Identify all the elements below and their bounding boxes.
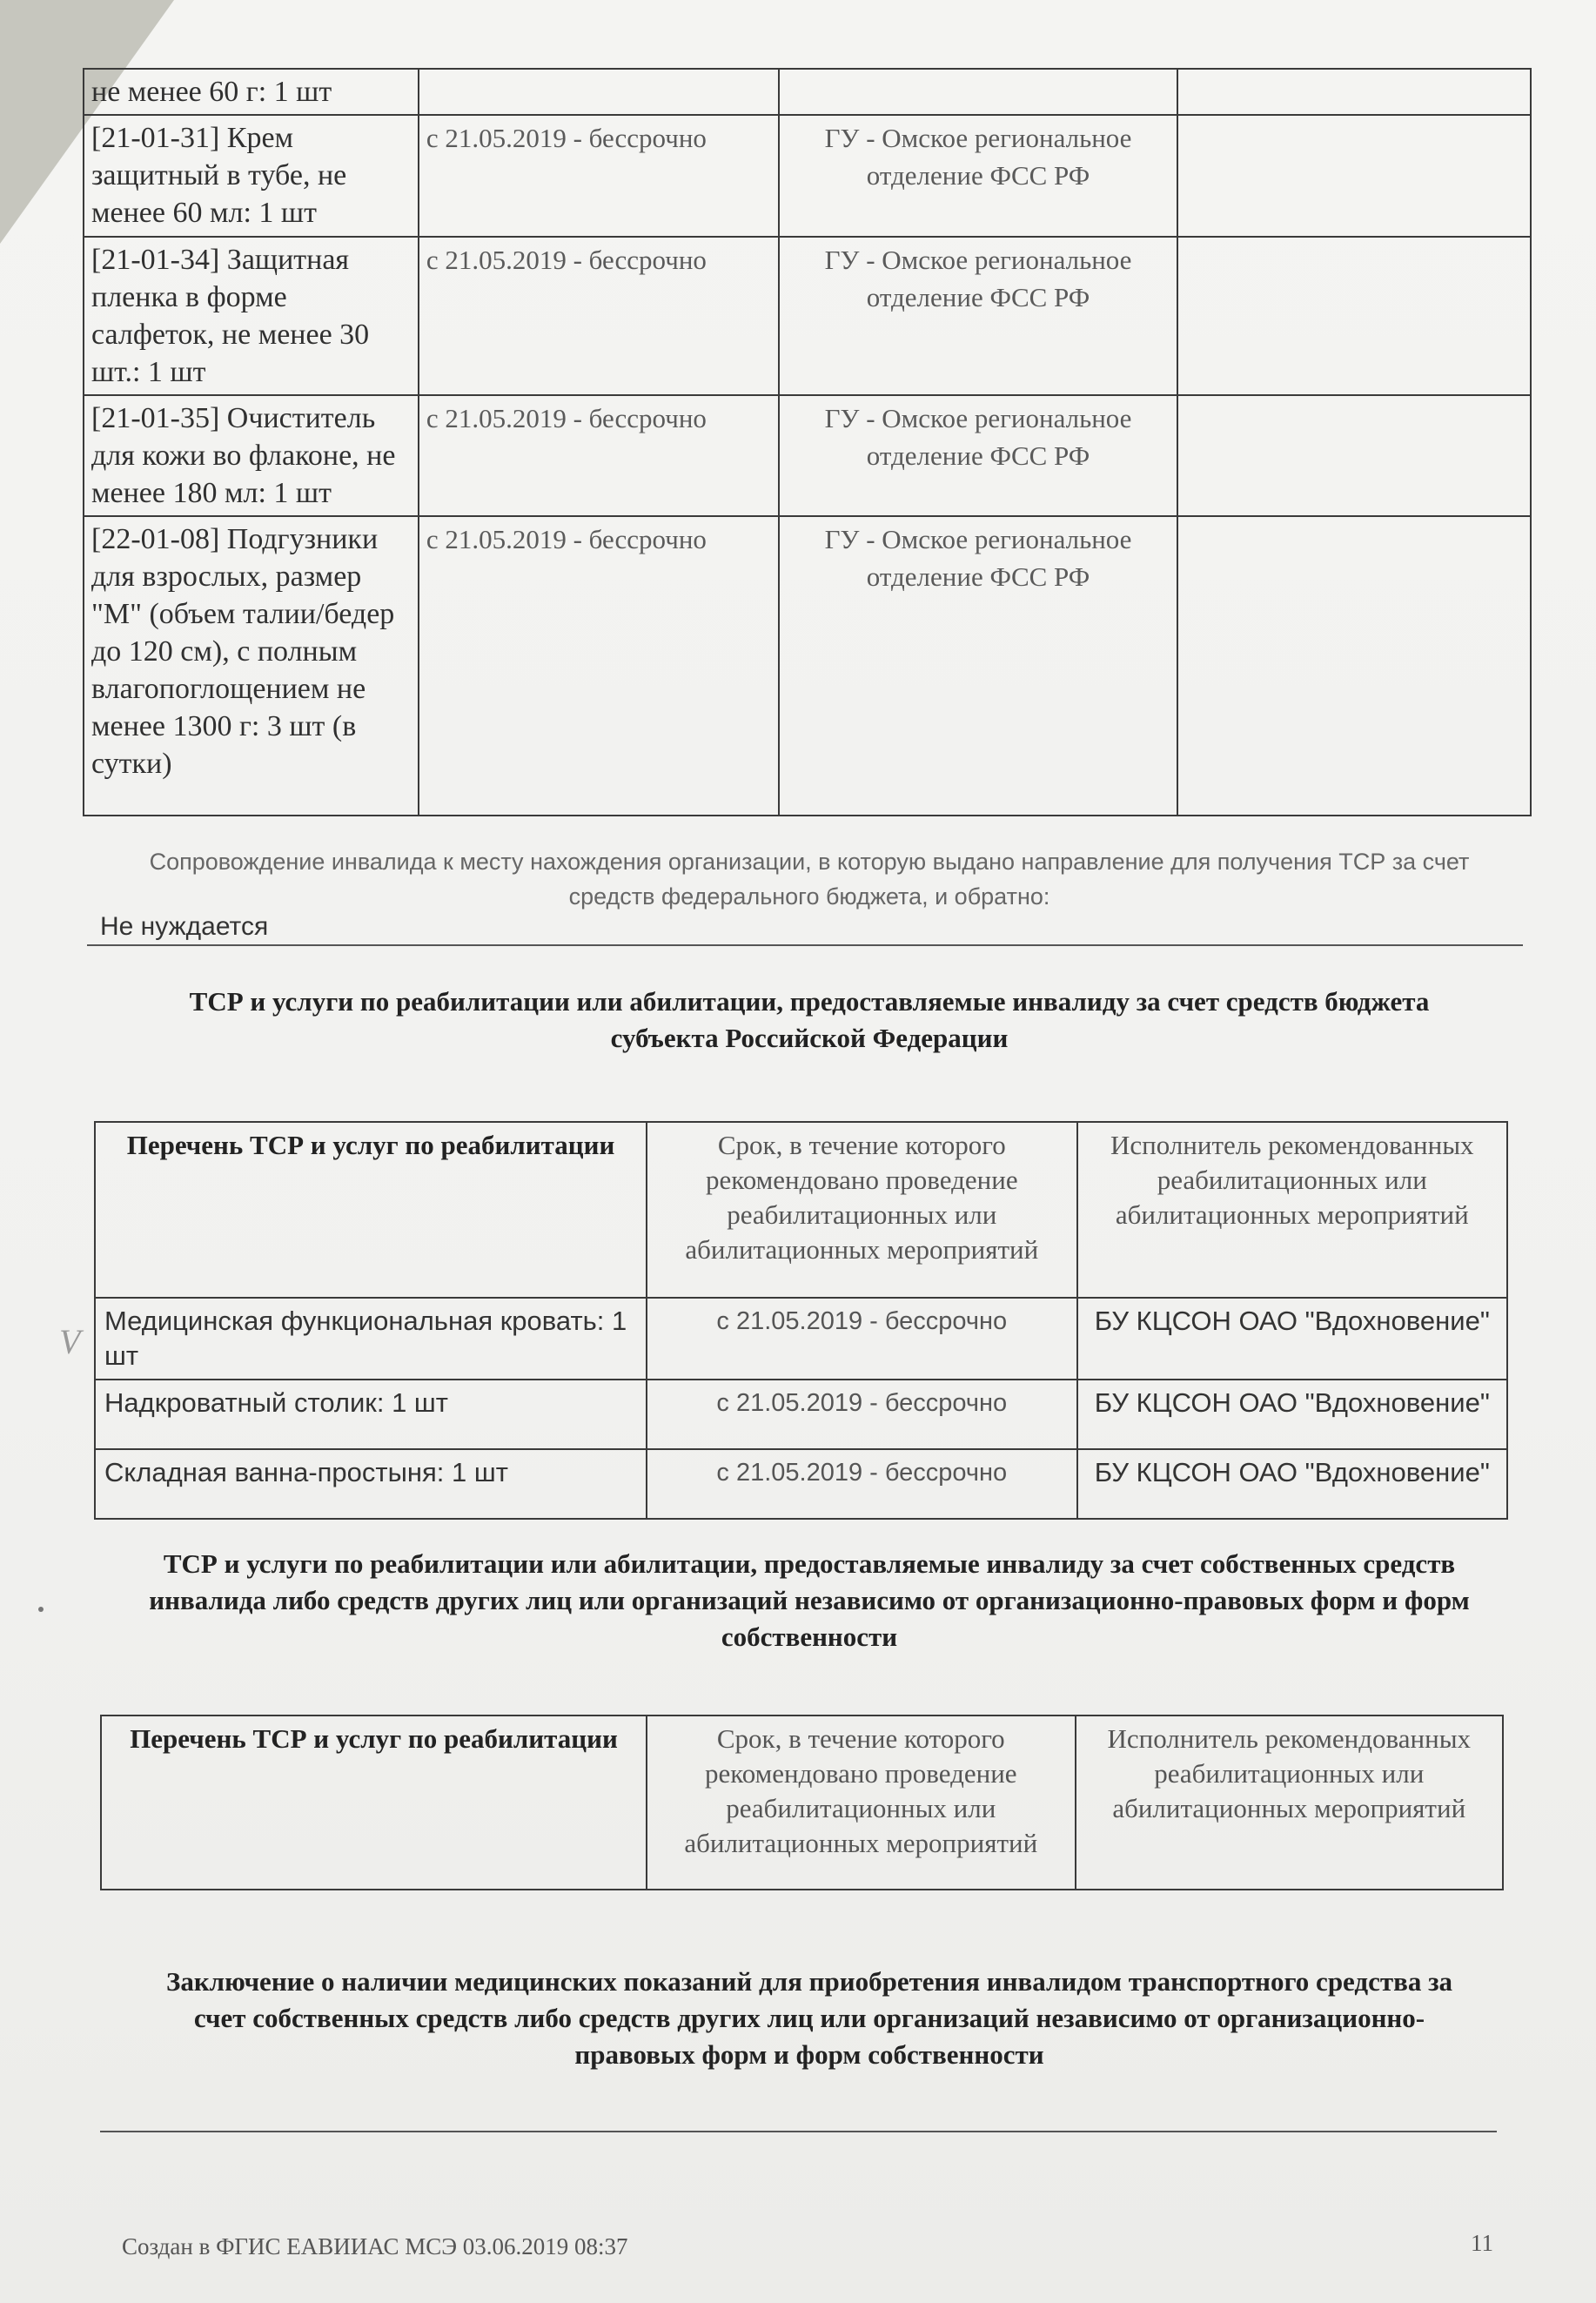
period-cell: с 21.05.2019 - бессрочно: [419, 237, 779, 395]
extra-cell: [1177, 69, 1531, 115]
own-funds-tsr-table: [100, 1715, 1504, 1890]
period-cell: с 21.05.2019 - бессрочно: [647, 1380, 1076, 1449]
period-cell: с 21.05.2019 - бессрочно: [419, 115, 779, 237]
table-row: [95, 1449, 1507, 1519]
executor-cell: ГУ - Омское региональное отделение ФСС РФ: [779, 516, 1177, 816]
executor-cell: БУ КЦСОН ОАО "Вдохновение": [1077, 1298, 1507, 1380]
item-cell: Надкроватный столик: 1 шт: [95, 1380, 647, 1449]
extra-cell: [1177, 395, 1531, 516]
escort-note: Сопровождение инвалида к месту нахождения организации, в которую выдано направление для получения ТСР за счет средств федерального бюджета, и обратно:: [149, 849, 1470, 910]
regional-tsr-table: [94, 1121, 1508, 1520]
period-cell: с 21.05.2019 - бессрочно: [419, 395, 779, 516]
item-cell: [21-01-35] Очиститель для кожи во флаконе, не менее 180 мл: 1 шт: [84, 395, 419, 516]
period-cell: с 21.05.2019 - бессрочно: [419, 516, 779, 816]
page-number: 11: [1471, 2230, 1493, 2256]
period-cell: с 21.05.2019 - бессрочно: [647, 1449, 1076, 1519]
executor-cell: [779, 69, 1177, 115]
item-cell: Складная ванна-простыня: 1 шт: [95, 1449, 647, 1519]
extra-cell: [1177, 516, 1531, 816]
item-cell: [21-01-34] Защитная пленка в форме салфеток, не менее 30 шт.: 1 шт: [84, 237, 419, 395]
header-executor: Исполнитель рекомендованных реабилитационных или абилитационных мероприятий: [1077, 1122, 1507, 1298]
table-row: [95, 1380, 1507, 1449]
executor-cell: БУ КЦСОН ОАО "Вдохновение": [1077, 1449, 1507, 1519]
item-cell: [22-01-08] Подгузники для взрослых, размер "М" (объем талии/бедер до 120 см), с полным влагопоглощением не менее 1300 г: 3 шт (в сутки): [84, 516, 419, 816]
table-header-row: [101, 1716, 1503, 1890]
header-period: Срок, в течение которого рекомендовано проведение реабилитационных или абилитационных мероприятий: [647, 1122, 1076, 1298]
extra-cell: [1177, 115, 1531, 237]
section3-heading: ТСР и услуги по реабилитации или абилитации, предоставляемые инвалиду за счет собственных средств инвалида либо средств других лиц или организаций независимо от организационно-правовых форм и форм собственности: [149, 1548, 1470, 1652]
table-header-row: [95, 1122, 1507, 1298]
header-list: Перечень ТСР и услуг по реабилитации: [95, 1122, 647, 1298]
table-row: [84, 516, 1531, 816]
margin-dot: [38, 1607, 44, 1612]
table-row: [84, 69, 1531, 115]
item-cell: [21-01-31] Крем защитный в тубе, не менее 60 мл: 1 шт: [84, 115, 419, 237]
federal-tsr-table: [83, 68, 1532, 816]
period-cell: с 21.05.2019 - бессрочно: [647, 1298, 1076, 1380]
executor-cell: ГУ - Омское региональное отделение ФСС РФ: [779, 237, 1177, 395]
table-row: [95, 1298, 1507, 1380]
table-row: [84, 395, 1531, 516]
item-cell: не менее 60 г: 1 шт: [84, 69, 419, 115]
extra-cell: [1177, 237, 1531, 395]
conclusion-underline: [100, 2131, 1497, 2132]
table-row: [84, 237, 1531, 395]
executor-cell: БУ КЦСОН ОАО "Вдохновение": [1077, 1380, 1507, 1449]
executor-cell: ГУ - Омское региональное отделение ФСС РФ: [779, 395, 1177, 516]
header-list: Перечень ТСР и услуг по реабилитации: [101, 1716, 647, 1890]
header-executor: Исполнитель рекомендованных реабилитационных или абилитационных мероприятий: [1076, 1716, 1504, 1890]
period-cell: [419, 69, 779, 115]
section2-heading: ТСР и услуги по реабилитации или абилитации, предоставляемые инвалиду за счет средств бюджета субъекта Российской Федерации: [189, 986, 1430, 1053]
footer-created: Создан в ФГИС ЕАВИИАС МСЭ 03.06.2019 08:37: [122, 2233, 628, 2259]
table-row: [84, 115, 1531, 237]
escort-value: Не нуждается: [100, 912, 269, 941]
margin-check-mark: V: [59, 1322, 81, 1361]
section4-heading: Заключение о наличии медицинских показаний для приобретения инвалидом транспортного средства за счет собственных средств либо средств других лиц или организаций независимо от организационно-правовых форм и форм собственности: [165, 1966, 1453, 2070]
item-cell: Медицинская функциональная кровать: 1 шт: [95, 1298, 647, 1380]
header-period: Срок, в течение которого рекомендовано проведение реабилитационных или абилитационных мероприятий: [647, 1716, 1075, 1890]
escort-underline: [87, 944, 1523, 946]
executor-cell: ГУ - Омское региональное отделение ФСС РФ: [779, 115, 1177, 237]
